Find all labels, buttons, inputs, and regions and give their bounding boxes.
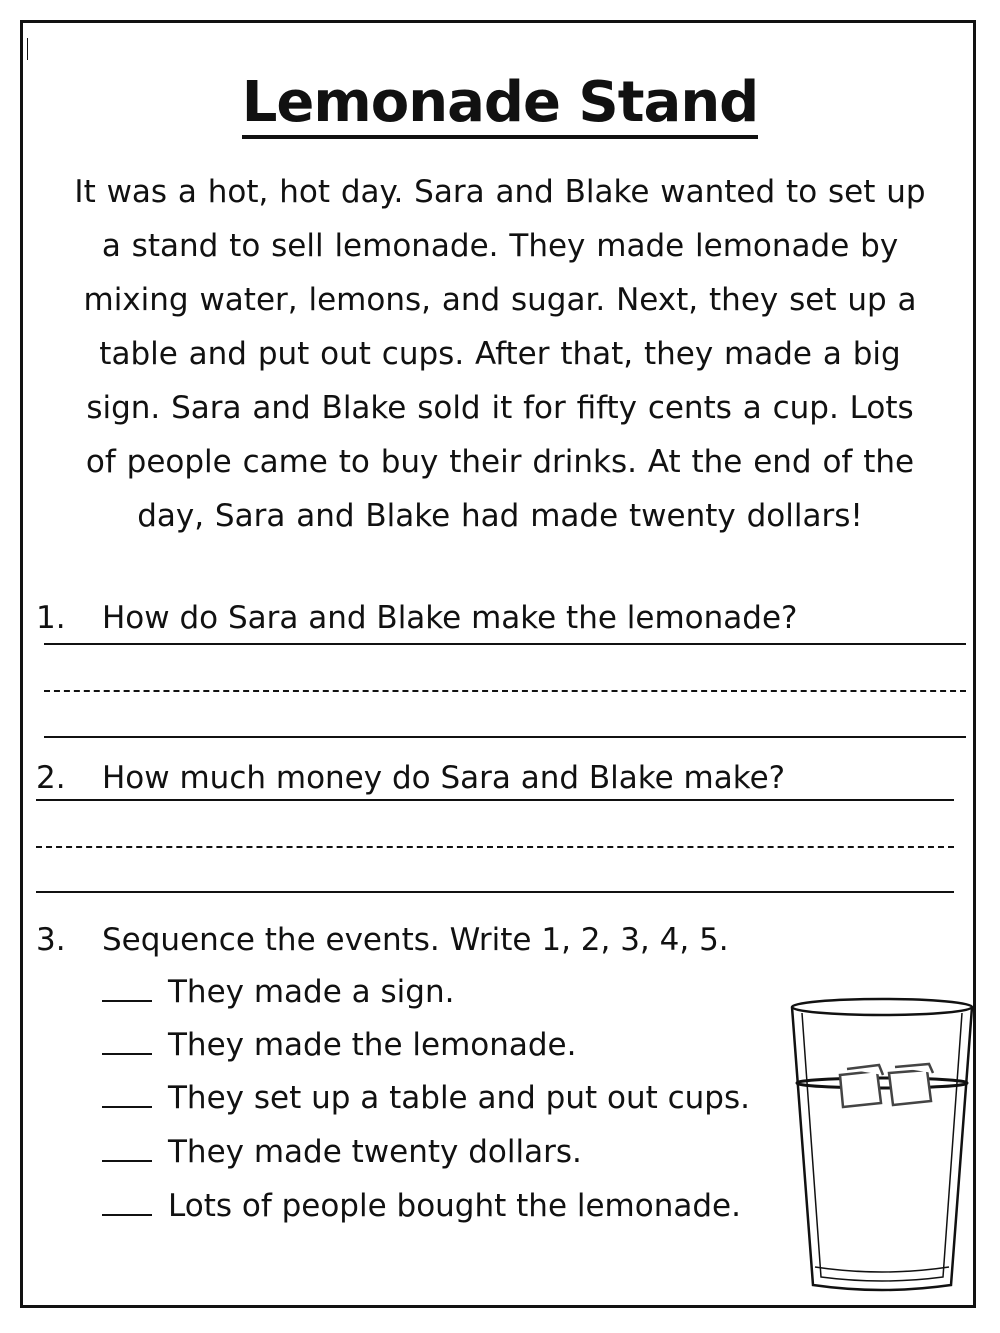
sequence-item <box>102 1186 741 1226</box>
answer-line[interactable] <box>36 799 954 801</box>
question-number: 3. <box>36 922 66 958</box>
story-line: table and put out cups. After that, they made a big <box>99 336 901 372</box>
sequence-text: They made a sign. <box>168 974 455 1010</box>
sequence-item <box>102 972 454 1012</box>
story-line: mixing water, lemons, and sugar. Next, they set up a <box>83 282 917 318</box>
sequence-text: Lots of people bought the lemonade. <box>168 1188 741 1224</box>
text-cursor-mark <box>27 38 28 60</box>
question-number: 1. <box>36 600 66 636</box>
story-line: It was a hot, hot day. Sara and Blake wanted to set up <box>74 174 926 210</box>
sequence-blank[interactable] <box>102 1188 152 1216</box>
question-text: Sequence the events. Write 1, 2, 3, 4, 5. <box>102 922 729 958</box>
question-3 <box>36 920 729 960</box>
glass-of-lemonade-icon <box>785 995 980 1295</box>
answer-line[interactable] <box>36 891 954 893</box>
question-2 <box>36 758 785 798</box>
answer-line[interactable] <box>44 736 966 738</box>
worksheet-title: Lemonade Stand <box>0 70 1000 135</box>
question-1 <box>36 598 797 638</box>
sequence-item <box>102 1132 582 1172</box>
story-passage <box>30 165 970 543</box>
answer-dashed-line[interactable] <box>44 690 966 692</box>
sequence-text: They made the lemonade. <box>168 1027 577 1063</box>
sequence-item <box>102 1078 750 1118</box>
question-text: How do Sara and Blake make the lemonade? <box>102 600 798 636</box>
answer-line[interactable] <box>44 643 966 645</box>
story-line: sign. Sara and Blake sold it for fifty cents a cup. Lots <box>86 390 914 426</box>
question-text: How much money do Sara and Blake make? <box>102 760 786 796</box>
sequence-blank[interactable] <box>102 974 152 1002</box>
story-line: day, Sara and Blake had made twenty dollars! <box>137 498 863 534</box>
sequence-item <box>102 1025 576 1065</box>
sequence-blank[interactable] <box>102 1027 152 1055</box>
answer-dashed-line[interactable] <box>36 846 954 848</box>
story-line: of people came to buy their drinks. At the end of the <box>85 444 915 480</box>
sequence-blank[interactable] <box>102 1080 152 1108</box>
sequence-blank[interactable] <box>102 1134 152 1162</box>
sequence-text: They set up a table and put out cups. <box>168 1080 750 1116</box>
story-line: a stand to sell lemonade. They made lemonade by <box>101 228 899 264</box>
question-number: 2. <box>36 760 66 796</box>
sequence-text: They made twenty dollars. <box>168 1134 582 1170</box>
